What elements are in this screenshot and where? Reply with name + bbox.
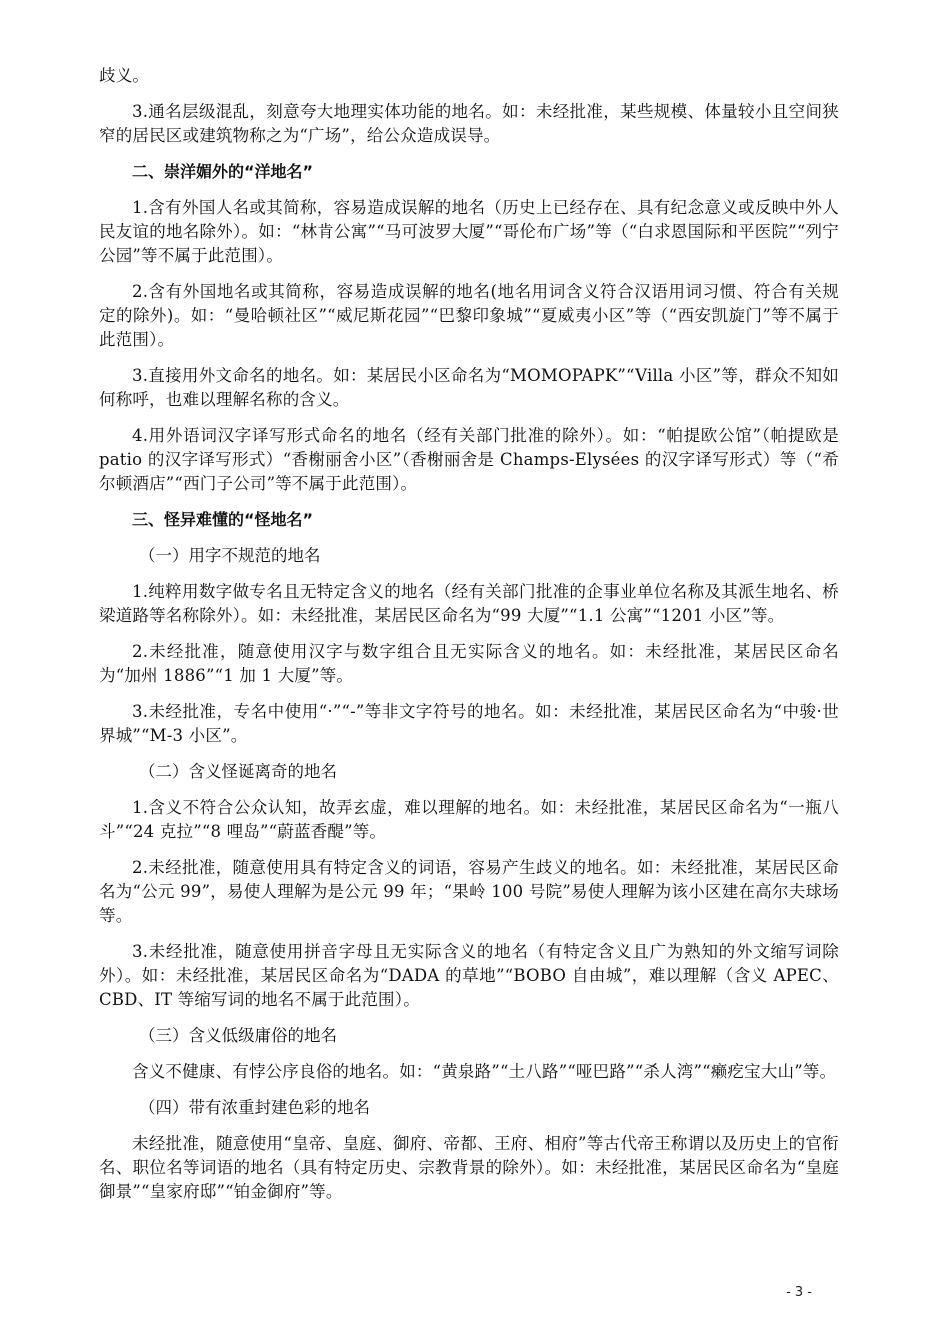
paragraph: 含义不健康、有悖公序良俗的地名。如：“黄泉路”“土八路”“哑巴路”“杀人湾”“癞疙宝大山”等。 — [132, 1062, 837, 1081]
subsection-heading: （一）用字不规范的地名 — [139, 546, 321, 565]
paragraph: 2.未经批准，随意使用具有特定含义的词语，容易产生歧义的地名。如：未经批准，某居民区命名为“公元 99”，易使人理解为是公元 99 年；“果岭 100 号院”易使人理解为该小区建在高尔夫球场等。 — [99, 858, 839, 925]
paragraph: 2.含有外国地名或其简称，容易造成误解的地名(地名用词含义符合汉语用词习惯、符合有关规定的除外)。如：“曼哈顿社区”“威尼斯花园”“巴黎印象城”“夏威夷小区”等（“西安凯旋门”等不属于此范围）。 — [99, 282, 839, 349]
section-heading: 二、崇洋媚外的“洋地名” — [132, 162, 314, 181]
paragraph: 歧义。 — [99, 66, 150, 85]
paragraph: 1.含义不符合公众认知，故弄玄虚，难以理解的地名。如：未经批准，某居民区命名为“一瓶八斗”“24 克拉”“8 哩岛”“蔚蓝香醍”等。 — [99, 798, 839, 841]
paragraph: 3.未经批准，随意使用拼音字母且无实际含义的地名（有特定含义且广为熟知的外文缩写词除外）。如：未经批准，某居民区命名为“DADA 的草地”“BOBO 自由城”，难以理解（含义 APEC、CBD、IT 等缩写词的地名不属于此范围）。 — [99, 942, 839, 1009]
paragraph: 1.含有外国人名或其简称，容易造成误解的地名（历史上已经存在、具有纪念意义或反映中外人民友谊的地名除外）。如：“林肯公寓”“马可波罗大厦”“哥伦布广场”等（“白求恩国际和平医院”“列宁公园”等不属于此范围）。 — [99, 198, 839, 265]
section-heading: 三、怪异难懂的“怪地名” — [132, 510, 314, 529]
subsection-heading: （二）含义怪诞离奇的地名 — [139, 762, 337, 781]
paragraph: 3.通名层级混乱，刻意夸大地理实体功能的地名。如：未经批准，某些规模、体量较小且空间狭窄的居民区或建筑物称之为“广场”，给公众造成误导。 — [99, 102, 839, 145]
paragraph: 4.用外语词汉字译写形式命名的地名（经有关部门批准的除外）。如：“帕提欧公馆”（帕提欧是 patio 的汉字译写形式）“香榭丽舍小区”（香榭丽舍是 Champs-Elysées 的汉字译写形式）等（“希尔顿酒店”“西门子公司”等不属于此范围）。 — [99, 426, 839, 493]
subsection-heading: （四）带有浓重封建色彩的地名 — [139, 1098, 370, 1117]
paragraph: 3.未经批准，专名中使用“·”“-”等非文字符号的地名。如：未经批准，某居民区命名为“中骏·世界城”“M-3 小区”。 — [99, 702, 839, 745]
paragraph: 未经批准，随意使用“皇帝、皇庭、御府、帝都、王府、相府”等古代帝王称谓以及历史上的官衔名、职位名等词语的地名（具有特定历史、宗教背景的除外）。如：未经批准，某居民区命名为“皇庭御景”“皇家府邸”“铂金御府”等。 — [99, 1134, 839, 1201]
page-number: - 3 - — [786, 1285, 812, 1300]
paragraph: 2.未经批准，随意使用汉字与数字组合且无实际含义的地名。如：未经批准，某居民区命名为“加州 1886”“1 加 1 大厦”等。 — [99, 642, 839, 685]
subsection-heading: （三）含义低级庸俗的地名 — [139, 1026, 337, 1045]
paragraph: 1.纯粹用数字做专名且无特定含义的地名（经有关部门批准的企事业单位名称及其派生地名、桥梁道路等名称除外）。如：未经批准，某居民区命名为“99 大厦”“1.1 公寓”“1201 小区”等。 — [99, 582, 839, 625]
document-body — [99, 64, 839, 1216]
paragraph: 3.直接用外文命名的地名。如：某居民小区命名为“MOMOPAPK”“Villa 小区”等，群众不知如何称呼，也难以理解名称的含义。 — [99, 366, 839, 409]
